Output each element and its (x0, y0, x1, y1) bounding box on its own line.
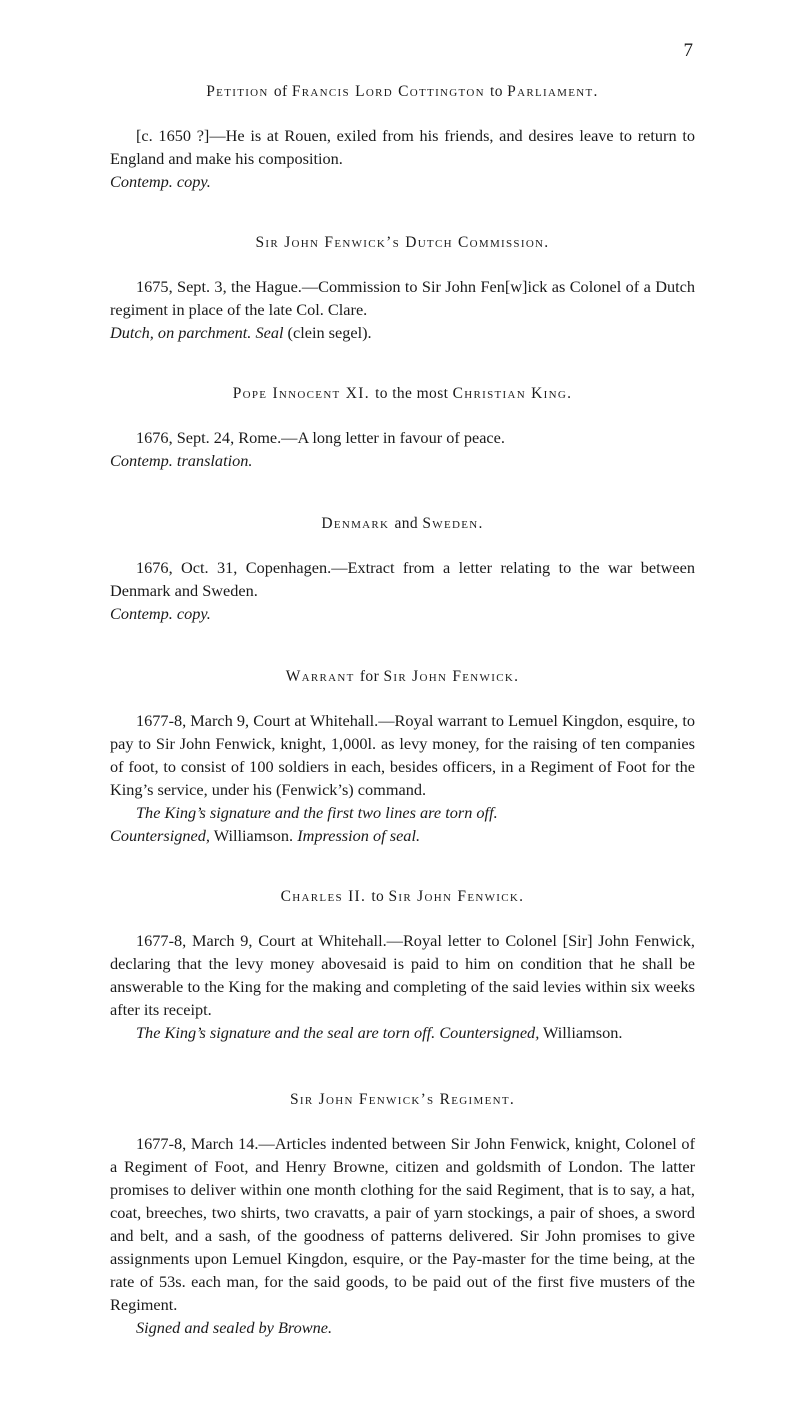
note-text-italic: Countersigned, (110, 826, 210, 845)
heading-part: Warrant (285, 668, 360, 685)
section-pope-innocent (110, 384, 695, 472)
heading-part: Francis Lord Cottington (291, 83, 491, 100)
section-note (110, 801, 695, 824)
section-body: 1677-8, March 9, Court at Whitehall.—Royal warrant to Lemuel Kingdon, esquire, to pay to Sir John Fenwick, knight, 1,000l. as levy money, for the raising of ten companies of foot, to consist of 100 soldiers in each, besides officers, in a Regiment of Foot for the King’s service, under his (Fenwick’s) command. (110, 711, 695, 799)
section-body: [c. 1650 ?]—He is at Rouen, exiled from his friends, and desires leave to return to England and make his composition. (110, 126, 695, 168)
section-body: 1676, Sept. 24, Rome.—A long letter in favour of peace. (136, 428, 505, 447)
heading-part: Christian King. (452, 385, 573, 402)
section-note (110, 1316, 695, 1339)
heading-part: Denmark (321, 515, 395, 532)
section-cottington-petition (110, 82, 695, 193)
note-text-italic: Impression of seal. (297, 826, 421, 845)
section-note (110, 449, 695, 472)
heading-part: Charles II. (280, 888, 372, 905)
section-heading (110, 514, 695, 534)
heading-part: Parliament. (507, 83, 599, 100)
note-text: (clein segel). (283, 323, 372, 342)
note-text: Contemp. copy. (110, 172, 211, 191)
section-body: 1677-8, March 9, Court at Whitehall.—Royal letter to Colonel [Sir] John Fenwick, declaring that the levy money abovesaid is paid to him on condition that he shall be answerable to the King for the making and completing of the said levies within six weeks after its receipt. (110, 931, 695, 1019)
section-heading (110, 667, 695, 687)
section-heading: Sir John Fenwick’s Dutch Commission. (255, 234, 550, 251)
document-page (110, 38, 695, 1339)
section-warrant-fenwick (110, 667, 695, 847)
section-heading (110, 887, 695, 907)
section-body: 1677-8, March 14.—Articles indented between Sir John Fenwick, knight, Colonel of a Regiment of Foot, and Henry Browne, citizen and goldsmith of London. The latter promises to deliver within one month clothing for the said Regiment, that is to say, a hat, coat, breeches, two shirts, two cravatts, a pair of yarn stockings, a pair of shoes, a sword and belt, and a sash, of the goodness of patterns delivered. Sir John promises to give assignments upon Lemuel Kingdon, esquire, or the Pay-master for the time being, at the rate of 53s. each man, for the said goods, to be paid out of the first five musters of the Regiment. (110, 1134, 695, 1314)
section-heading (110, 384, 695, 404)
section-heading: Sir John Fenwick’s Regiment. (289, 1091, 516, 1108)
section-body: 1675, Sept. 3, the Hague.—Commission to Sir John Fen[w]ick as Colonel of a Dutch regiment in place of the late Col. Clare. (110, 277, 695, 319)
section-fenwick-regiment (110, 1090, 695, 1339)
note-text: Williamson. (209, 826, 298, 845)
section-note (110, 602, 695, 625)
section-note (110, 1021, 695, 1044)
section-note (110, 170, 695, 193)
heading-part-small: of (273, 83, 292, 100)
section-note-line-2 (110, 824, 695, 847)
section-denmark-sweden (110, 514, 695, 625)
note-text-italic: The King’s signature and the first two lines are torn off. (136, 803, 498, 822)
heading-part-small: to the most (375, 385, 453, 402)
section-charles-to-fenwick (110, 887, 695, 1044)
heading-part-small: for (359, 668, 384, 685)
page-number: 7 (683, 40, 693, 61)
heading-part: Sir John Fenwick. (388, 888, 525, 905)
note-text-italic: The King’s signature and the seal are torn off. Countersigned, (136, 1023, 540, 1042)
heading-part-small: to (371, 888, 389, 905)
heading-part: Sweden. (422, 515, 484, 532)
note-text: Williamson. (539, 1023, 623, 1042)
note-text: Signed and sealed by Browne. (136, 1318, 333, 1337)
section-note (110, 321, 695, 344)
heading-part-small: and (394, 515, 423, 532)
section-heading (110, 82, 695, 102)
section-fenwick-dutch-commission (110, 233, 695, 344)
heading-part: Sir John Fenwick. (383, 668, 520, 685)
note-text: Contemp. copy. (110, 604, 211, 623)
heading-part-small: to (490, 83, 508, 100)
note-text: Contemp. translation. (110, 451, 253, 470)
section-body: 1676, Oct. 31, Copenhagen.—Extract from a letter relating to the war between Denmark and Sweden. (110, 558, 695, 600)
heading-part: Pope Innocent XI. (232, 385, 376, 402)
note-text-italic: Dutch, on parchment. Seal (110, 323, 284, 342)
heading-part: Petition (206, 83, 274, 100)
